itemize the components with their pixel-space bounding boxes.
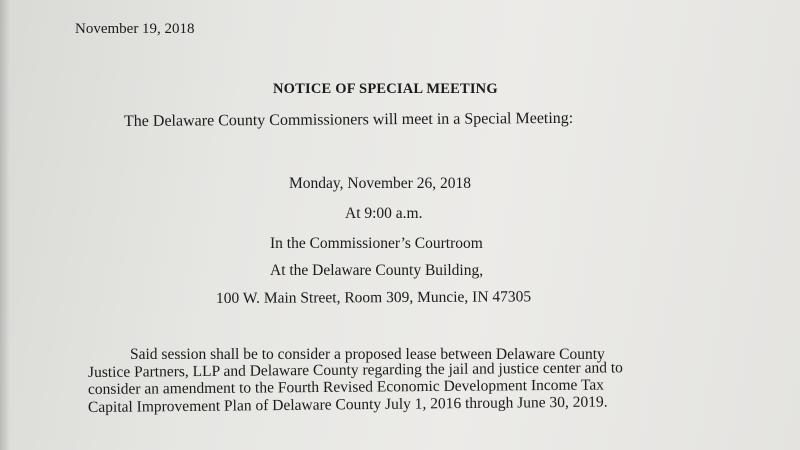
meeting-address: 100 W. Main Street, Room 309, Muncie, IN 47305 xyxy=(215,288,532,307)
notice-intro: The Delaware County Commissioners will meet in a Special Meeting: xyxy=(123,109,574,130)
body-line: Said session shall be to consider a proposed lease between Delaware County xyxy=(130,346,605,363)
notice-date: November 19, 2018 xyxy=(75,21,195,37)
notice-heading: NOTICE OF SPECIAL MEETING xyxy=(273,81,498,97)
meeting-room: In the Commissioner’s Courtroom xyxy=(270,235,483,252)
session-description xyxy=(88,346,728,416)
meeting-building: At the Delaware County Building, xyxy=(270,262,484,279)
body-line: consider an amendment to the Fourth Revised Economic Development Income Tax xyxy=(87,376,605,398)
meeting-time: At 9:00 a.m. xyxy=(345,205,423,222)
body-line: Capital Improvement Plan of Delaware County July 1, 2016 through June 30, 2019. xyxy=(87,393,608,416)
meeting-day: Monday, November 26, 2018 xyxy=(289,175,471,192)
body-line: Justice Partners, LLP and Delaware County regarding the jail and justice center and to xyxy=(87,358,623,381)
page-edge-shadow xyxy=(0,0,10,450)
